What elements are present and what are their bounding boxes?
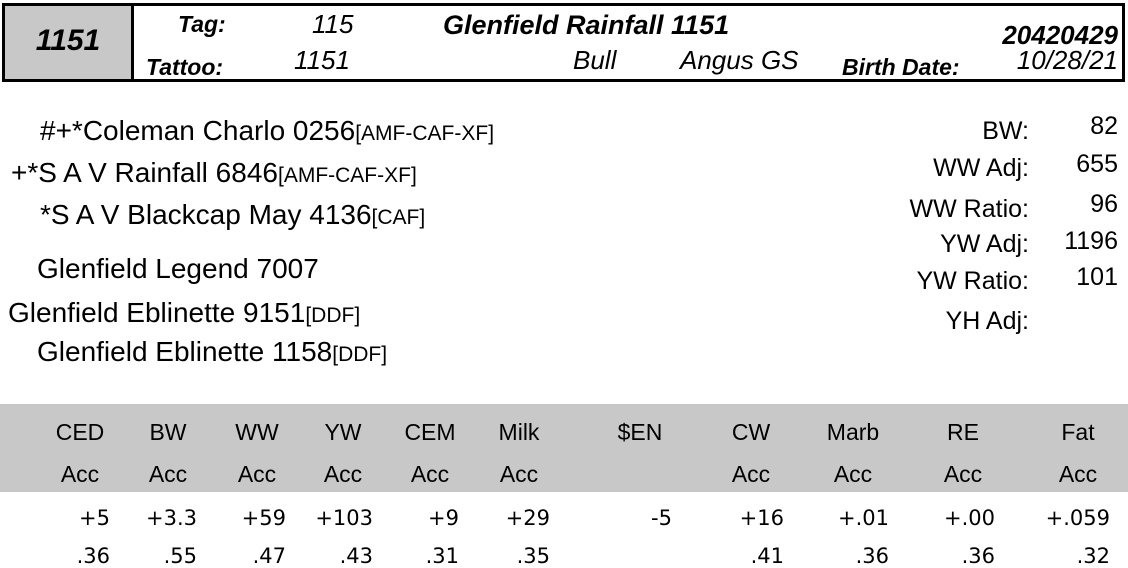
- epd-acc-label: Acc: [60, 461, 100, 487]
- epd-value: +5: [79, 506, 110, 530]
- epd-accuracy: .31: [425, 544, 459, 568]
- epd-trait: Marb: [826, 419, 880, 445]
- epd-value: +.059: [1045, 506, 1110, 530]
- tattoo-value: 1151: [294, 45, 350, 75]
- epd-value: +.01: [838, 506, 889, 530]
- perf-value: 101: [1076, 263, 1118, 291]
- epd-trait: CEM: [404, 419, 456, 445]
- epd-acc-label: Acc: [148, 461, 188, 487]
- epd-accuracy: .36: [961, 544, 995, 568]
- epd-acc-label: Acc: [1058, 461, 1098, 487]
- epd-trait: RE: [947, 419, 979, 445]
- registration-number: 20420429: [1002, 20, 1118, 50]
- epd-trait: BW: [149, 419, 187, 445]
- pedigree-sire-dam: *S A V Blackcap May 4136[CAF]: [40, 199, 426, 230]
- epd-acc-label: Acc: [943, 461, 983, 487]
- epd-accuracy: .43: [339, 544, 373, 568]
- birth-date: 10/28/21: [1016, 45, 1118, 75]
- tattoo-label: Tattoo:: [146, 54, 224, 80]
- epd-value: +9: [428, 506, 459, 530]
- epd-value: +103: [315, 506, 373, 530]
- pedigree-dam-dam: Glenfield Eblinette 1158[DDF]: [37, 336, 388, 367]
- perf-label: YW Ratio:: [916, 267, 1029, 295]
- epd-trait: CW: [731, 419, 771, 445]
- perf-value: 96: [1090, 190, 1118, 218]
- epd-accuracy: .35: [516, 544, 550, 568]
- epd-value: +16: [739, 506, 784, 530]
- epd-value: +.00: [944, 506, 995, 530]
- perf-label: WW Adj:: [933, 154, 1029, 182]
- pedigree-dam-sire: Glenfield Legend 7007: [37, 253, 319, 284]
- perf-label: WW Ratio:: [909, 195, 1029, 223]
- perf-value: 655: [1076, 150, 1118, 178]
- pedigree-sire: +*S A V Rainfall 6846[AMF-CAF-XF]: [11, 157, 417, 188]
- sex: Bull: [573, 45, 617, 75]
- breed: Angus GS: [680, 45, 799, 75]
- animal-name: Glenfield Rainfall 1151: [443, 10, 730, 40]
- tag-label: Tag:: [178, 11, 226, 37]
- epd-value: +29: [505, 506, 550, 530]
- epd-accuracy: .36: [855, 544, 889, 568]
- birth-date-label: Birth Date:: [842, 54, 960, 80]
- epd-value: -5: [651, 506, 672, 530]
- epd-acc-label: Acc: [731, 461, 771, 487]
- perf-label: BW:: [982, 117, 1029, 145]
- epd-accuracy: .41: [750, 544, 784, 568]
- epd-trait: $EN: [617, 419, 663, 445]
- epd-accuracy: .55: [163, 544, 197, 568]
- epd-trait: Fat: [1061, 419, 1095, 445]
- perf-label: YH Adj:: [945, 307, 1029, 335]
- epd-acc-label: Acc: [410, 461, 450, 487]
- epd-acc-label: Acc: [237, 461, 277, 487]
- epd-acc-label: Acc: [499, 461, 539, 487]
- epd-value: +59: [241, 506, 286, 530]
- perf-label: YW Adj:: [940, 230, 1029, 258]
- epd-accuracy: .47: [252, 544, 286, 568]
- perf-value: 1196: [1064, 227, 1118, 255]
- epd-acc-label: Acc: [833, 461, 873, 487]
- epd-trait: WW: [235, 419, 279, 445]
- epd-trait: CED: [55, 419, 105, 445]
- perf-value: 82: [1090, 112, 1118, 140]
- lot-number: 1151: [35, 24, 101, 57]
- epd-accuracy: .32: [1076, 544, 1110, 568]
- epd-trait: YW: [324, 419, 362, 445]
- epd-accuracy: .36: [76, 544, 110, 568]
- epd-value: +3.3: [146, 506, 197, 530]
- epd-acc-label: Acc: [323, 461, 363, 487]
- pedigree-dam: Glenfield Eblinette 9151[DDF]: [8, 297, 361, 328]
- tag-value: 115: [312, 9, 354, 39]
- pedigree-sire-sire: #+*Coleman Charlo 0256[AMF-CAF-XF]: [40, 115, 495, 146]
- epd-trait: Milk: [498, 419, 540, 445]
